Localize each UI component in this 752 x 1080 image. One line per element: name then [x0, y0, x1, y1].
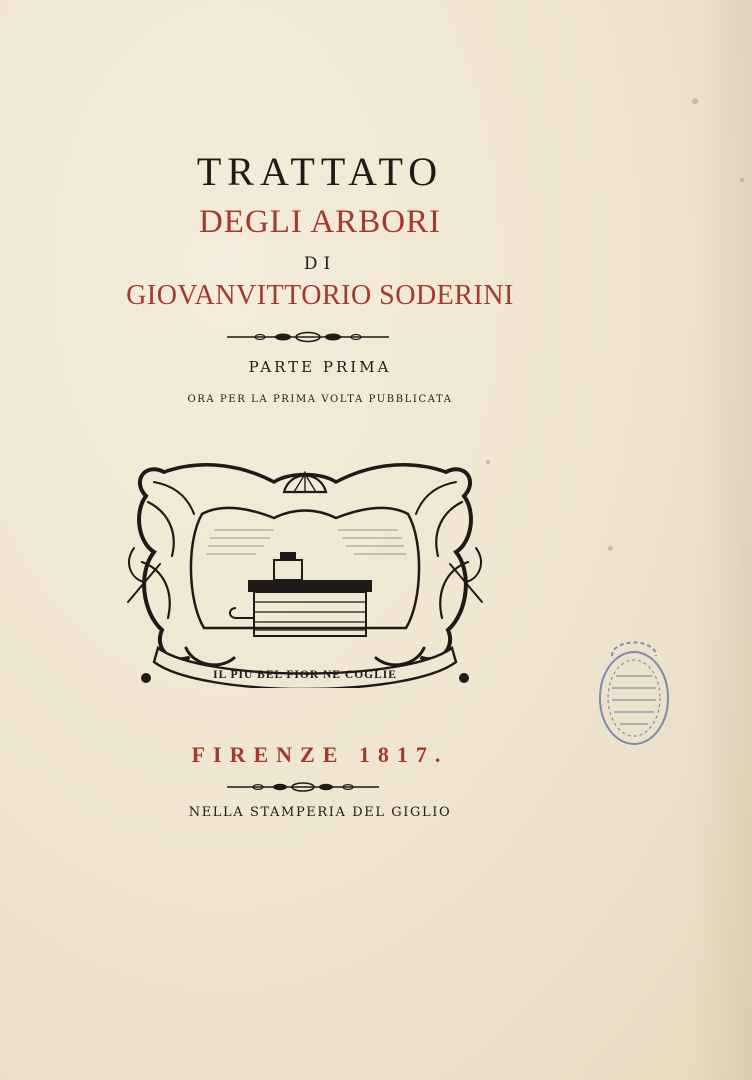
altar-illustration — [230, 552, 372, 636]
foxing-spot — [486, 460, 490, 464]
ornamental-rule — [225, 330, 391, 344]
place-and-date: FIRENZE 1817. — [191, 742, 449, 767]
printer-imprint: NELLA STAMPERIA DEL GIGLIO — [188, 805, 452, 820]
publication-note: ORA PER LA PRIMA VOLTA PUBBLICATA — [187, 394, 453, 405]
ornamental-rule — [225, 780, 381, 794]
foxing-spot — [692, 98, 698, 104]
library-stamp — [592, 626, 676, 750]
printer-emblem — [124, 452, 486, 688]
author-preposition: DI — [303, 254, 337, 274]
book-title: TRATTATO — [196, 149, 444, 194]
foxing-spot — [608, 546, 613, 551]
part-label: PARTE PRIMA — [248, 358, 392, 376]
foxing-spot — [740, 178, 744, 182]
page-edge-shadow — [692, 0, 752, 1080]
author-name: GIOVANVITTORIO SODERINI — [126, 280, 514, 311]
book-subtitle: DEGLI ARBORI — [198, 204, 442, 240]
emblem-motto: IL PIU BEL FIOR NE COGLIE — [213, 669, 397, 681]
